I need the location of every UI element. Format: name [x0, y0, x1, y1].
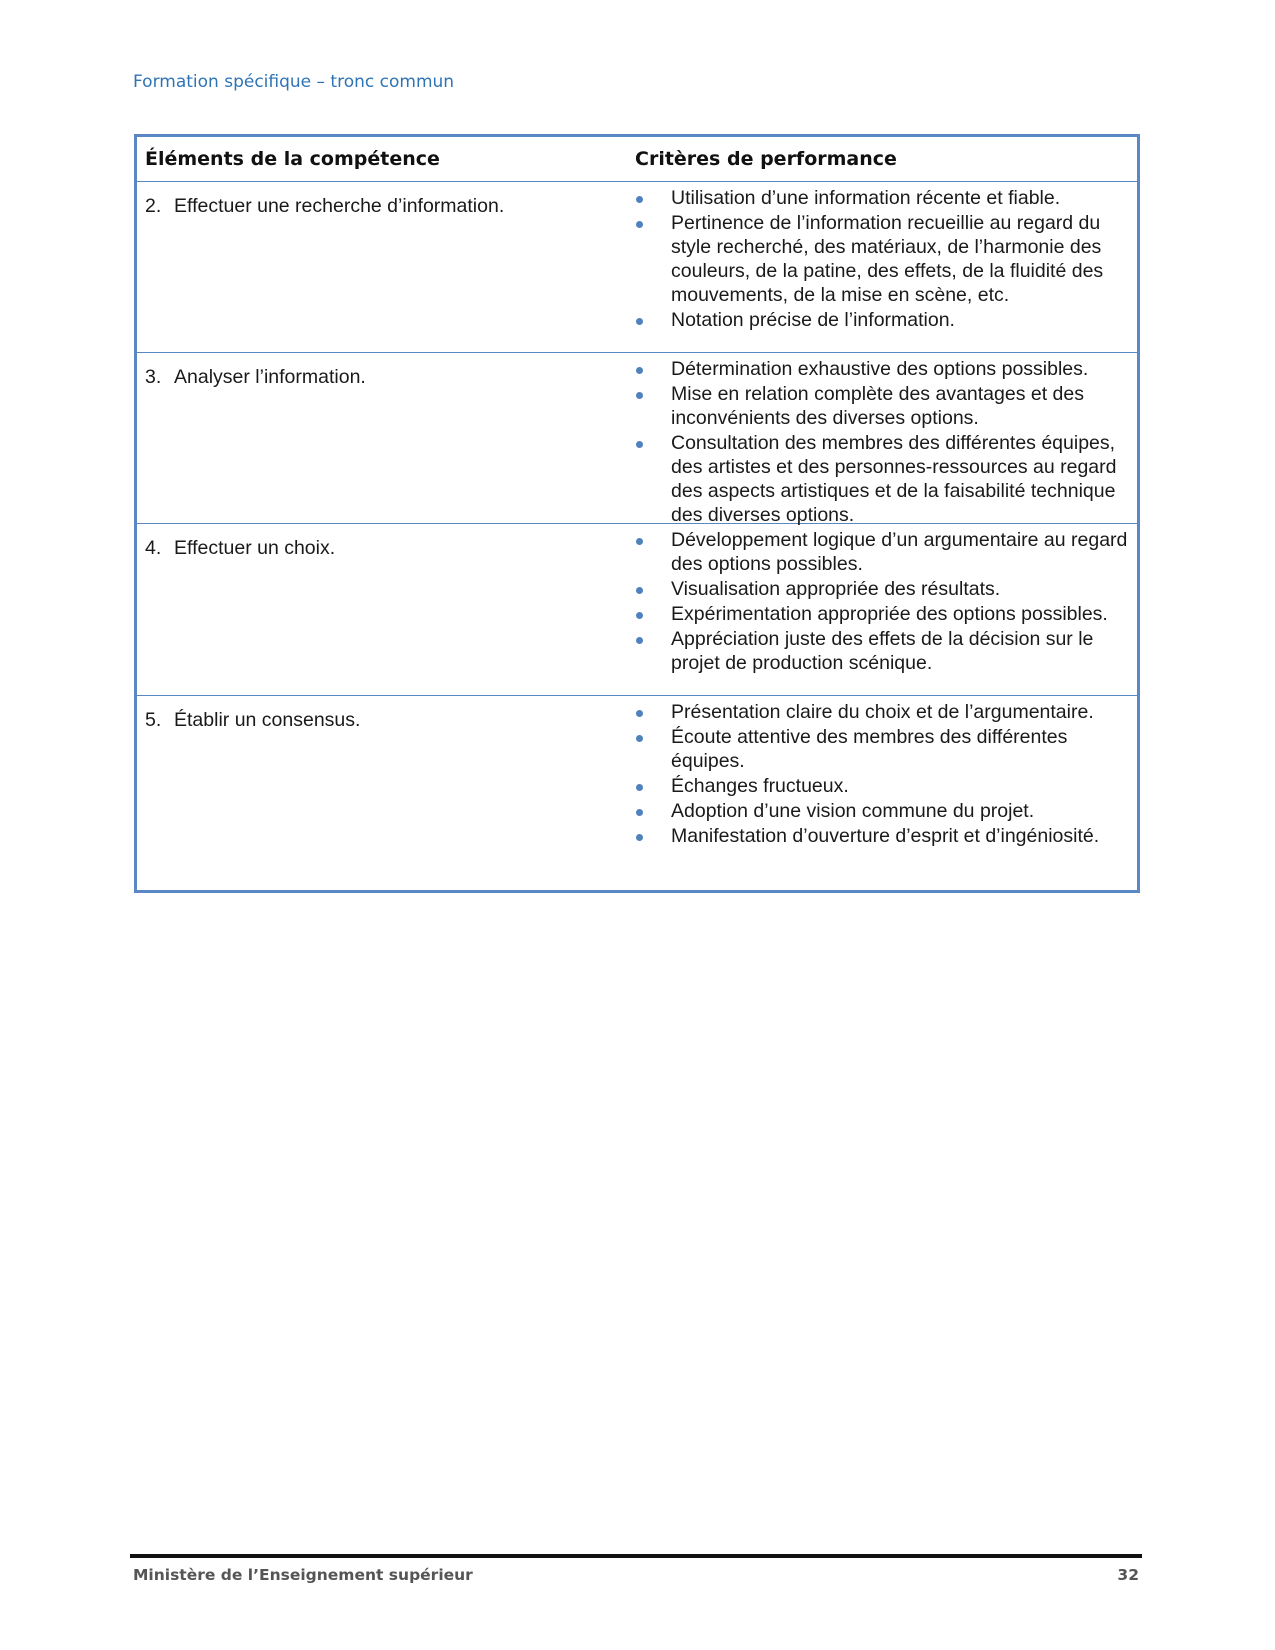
element-text: Effectuer un choix. — [174, 537, 336, 559]
table-row — [137, 696, 1137, 890]
bullet-icon — [635, 186, 671, 210]
table-row — [137, 524, 1137, 696]
table-header-row — [137, 137, 1137, 182]
list-item: Écoute attentive des membres des différentes équipes. — [635, 725, 1133, 773]
element-number: 5. — [145, 709, 162, 731]
list-item: Manifestation d’ouverture d’esprit et d’ingéniosité. — [635, 824, 1133, 848]
list-item: Expérimentation appropriée des options possibles. — [635, 602, 1133, 626]
criteria-list — [635, 700, 1133, 848]
element-cell — [137, 696, 627, 890]
table-row — [137, 353, 1137, 524]
bullet-icon — [635, 774, 671, 798]
list-item: Notation précise de l’information. — [635, 308, 1133, 332]
table-row — [137, 182, 1137, 353]
bullet-icon — [635, 528, 671, 576]
bullet-icon — [635, 602, 671, 626]
column-header-elements: Éléments de la compétence — [145, 148, 440, 170]
list-item: Pertinence de l’information recueillie au regard du style recherché, des matériaux, de l’harmonie des couleurs, de la patine, des effets, de la fluidité des mouvements, de la mise en scène, etc. — [635, 211, 1133, 307]
element-number: 4. — [145, 537, 162, 559]
list-item: Échanges fructueux. — [635, 774, 1133, 798]
bullet-icon — [635, 577, 671, 601]
list-item: Développement logique d’un argumentaire au regard des options possibles. — [635, 528, 1133, 576]
element-text: Établir un consensus. — [174, 709, 361, 731]
bullet-icon — [635, 799, 671, 823]
list-item: Visualisation appropriée des résultats. — [635, 577, 1133, 601]
list-item: Détermination exhaustive des options possibles. — [635, 357, 1133, 381]
bullet-icon — [635, 308, 671, 332]
element-cell — [137, 524, 627, 695]
column-header-criteria: Critères de performance — [635, 148, 897, 170]
bullet-icon — [635, 431, 671, 527]
footer-divider — [130, 1554, 1142, 1558]
criteria-cell — [627, 182, 1137, 352]
criteria-list — [635, 357, 1133, 527]
bullet-icon — [635, 211, 671, 307]
competence-table — [134, 134, 1140, 893]
bullet-icon — [635, 357, 671, 381]
element-text: Analyser l’information. — [174, 366, 366, 388]
element-number: 2. — [145, 195, 162, 217]
bullet-icon — [635, 700, 671, 724]
running-header: Formation spécifique – tronc commun — [133, 72, 455, 92]
element-text: Effectuer une recherche d’information. — [174, 195, 505, 217]
criteria-cell — [627, 524, 1137, 695]
bullet-icon — [635, 725, 671, 773]
list-item: Adoption d’une vision commune du projet. — [635, 799, 1133, 823]
list-item: Appréciation juste des effets de la décision sur le projet de production scénique. — [635, 627, 1133, 675]
page-number: 32 — [1117, 1566, 1139, 1584]
footer-ministry: Ministère de l’Enseignement supérieur — [133, 1566, 473, 1584]
element-number: 3. — [145, 366, 162, 388]
list-item: Présentation claire du choix et de l’argumentaire. — [635, 700, 1133, 724]
criteria-list — [635, 528, 1133, 675]
bullet-icon — [635, 627, 671, 675]
element-cell — [137, 353, 627, 523]
bullet-icon — [635, 382, 671, 430]
criteria-cell — [627, 353, 1137, 526]
list-item: Consultation des membres des différentes équipes, des artistes et des personnes-ressources au regard des aspects artistiques et de la faisabilité technique des diverses options. — [635, 431, 1133, 527]
list-item: Utilisation d’une information récente et fiable. — [635, 186, 1133, 210]
element-cell — [137, 182, 627, 352]
criteria-list — [635, 186, 1133, 332]
list-item: Mise en relation complète des avantages et des inconvénients des diverses options. — [635, 382, 1133, 430]
criteria-cell — [627, 696, 1137, 890]
bullet-icon — [635, 824, 671, 848]
